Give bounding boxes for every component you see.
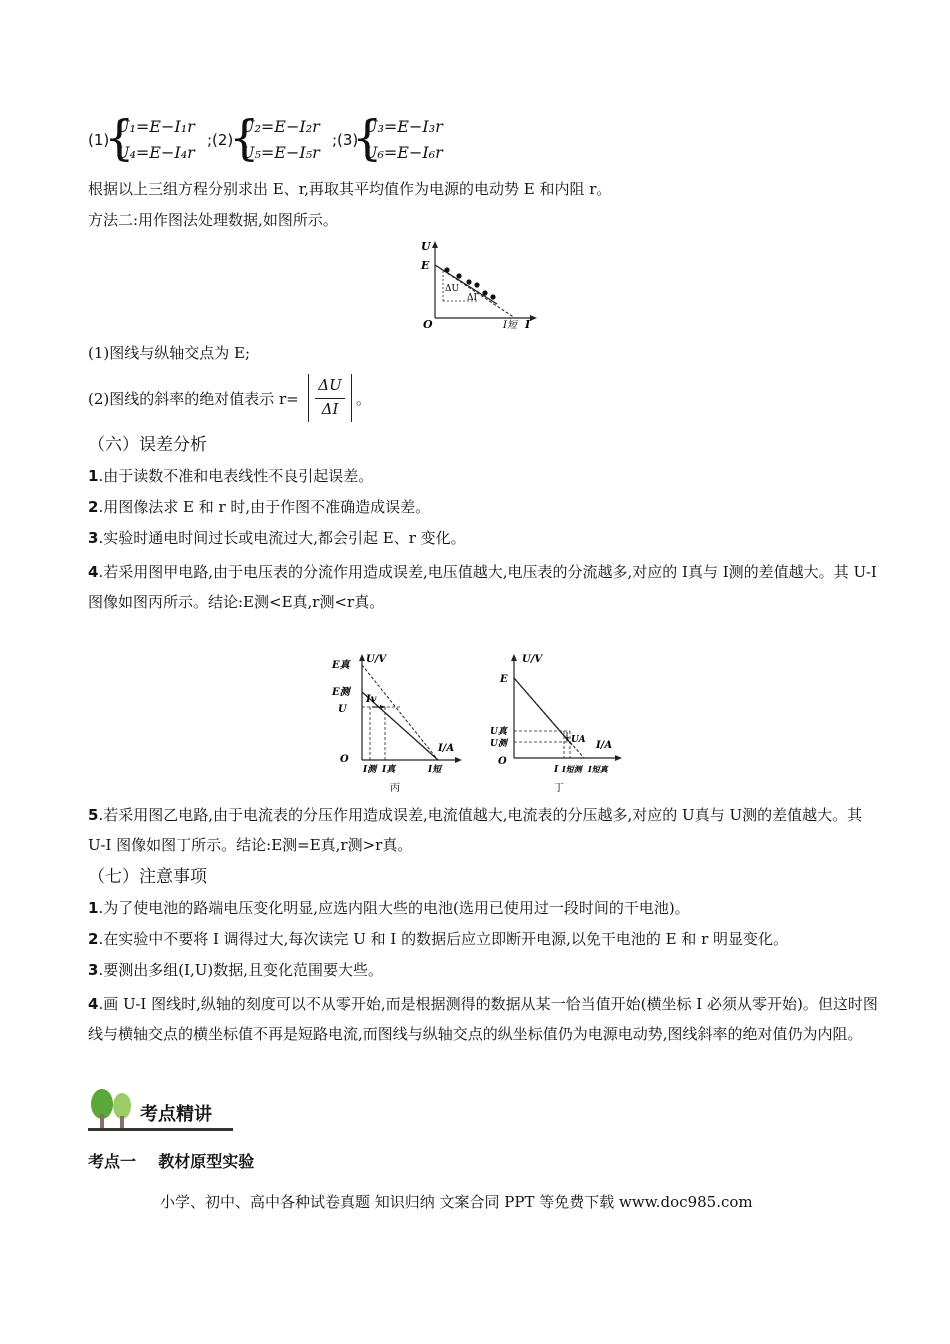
data-point [490,294,495,299]
data-point [482,290,487,295]
error-3: 3.实验时通电时间过长或电流过大,都会引起 E、r 变化。 [88,529,466,547]
bing-axis-x-label: I/A [438,743,455,754]
system-1-eq1: U₁=E−I₁r [116,117,195,136]
data-point [456,273,461,278]
ding-true-line [514,678,572,745]
ding-ishort-ce: I短测 [562,764,582,774]
y-axis-arrow [432,241,438,248]
fig1-i-label: I [525,318,531,331]
ding-caption: 丁 [554,783,564,794]
note-3: 3.要测出多组(I,U)数据,且变化范围要大些。 [88,961,384,979]
brace-1: { [104,110,135,166]
kaodian-underline [88,1128,233,1131]
item-a: (1)图线与纵轴交点为 E; [88,344,251,362]
x-axis-arrow [530,315,537,321]
bing-origin: O [340,754,349,765]
tree-icon [88,1088,138,1130]
error-1: 1.由于读数不准和电表线性不良引起误差。 [88,467,374,485]
method2-text: 方法二:用作图法处理数据,如图所示。 [88,211,338,229]
bing-u: U [338,704,347,715]
bing-true-line [362,665,438,760]
fraction-bar [315,398,345,399]
abs-fraction [308,374,352,422]
kaodian-heading: 考点一 教材原型实验 [88,1152,255,1171]
brace-3: { [352,110,383,166]
brace-2: { [229,110,260,166]
bing-ezhen: E真 [332,660,350,671]
system-1-sep: ; [207,131,213,149]
bing-iv: Iv [366,694,377,705]
bing-ice: I测 [363,765,377,775]
system-3-eq2: U₆=E−I₆r [364,143,443,162]
data-point [466,279,471,284]
bing-caption: 丙 [390,783,400,794]
system-3-eq1: U₃=E−I₃r [364,117,443,136]
ding-i: I [554,765,559,775]
ding-origin: O [498,756,507,767]
figure-ding [488,650,628,800]
error-2: 2.用图像法求 E 和 r 时,由于作图不准确造成误差。 [88,498,431,516]
note-4: 4.画 U-I 图线时,纵轴的刻度可以不从零开始,而是根据测得的数据从某一恰当值开始(横坐标 I 必须从零开始)。但这时图线与横轴交点的横坐标值不再是短路电流,而图线与纵轴交点的纵坐标值仍为电源电动势,图线斜率的绝对值仍为内阻。 [88,995,878,1043]
fraction-numerator: ΔU [318,376,342,394]
bing-ishort: I短 [428,765,442,775]
system-3-label: (3) [337,131,359,149]
system-1 [116,114,195,166]
system-2-sep: ; [332,131,338,149]
fig1-e-label: E [421,259,430,272]
ding-uzhen: U真 [490,727,507,737]
note-2: 2.在实验中不要将 I 调得过大,每次读完 U 和 I 的数据后应立即断开电源,以免干电池的 E 和 r 明显变化。 [88,930,789,948]
section-7-title: （七）注意事项 [88,867,207,887]
system-2-eq2: U₅=E−I₅r [241,143,320,162]
system-2-eq1: U₂=E−I₂r [241,117,320,136]
figure-bing [330,650,470,800]
fraction-denominator: ΔI [321,400,339,418]
fig1-du-label: ΔU [445,284,460,294]
error-5: 5.若采用图乙电路,由于电流表的分压作用造成误差,电流值越大,电流表的分压越多,对应的 U真与 U测的差值越大。其 U-I 图像如图丁所示。结论:E测=E真,r测>r真。 [88,806,863,854]
kaodian-title: 考点精讲 [140,1104,212,1125]
fig1-di-label: ΔI [467,293,478,303]
bing-ece: E测 [332,687,350,698]
ding-ishort-zhen: I短真 [588,764,608,774]
fig1-u-label: U [421,240,431,253]
item-b-end: 。 [356,390,372,408]
fig1-ishort-label: I短 [503,320,517,331]
data-point [444,267,449,272]
system-2 [241,114,320,166]
system-3 [364,114,443,166]
footer-text: 小学、初中、高中各种试卷真题 知识归纳 文案合同 PPT 等免费下载 www.doc985.com [160,1193,753,1211]
method1-text: 根据以上三组方程分别求出 E、r,再取其平均值作为电源的电动势 E 和内阻 r。 [88,180,612,198]
system-1-label: (1) [88,131,110,149]
error-4: 4.若采用图甲电路,由于电压表的分流作用造成误差,电压值越大,电压表的分流越多,对应的 I真与 I测的差值越大。其 U-I 图像如图丙所示。结论:E测<E真,r测<r真。 [88,563,877,611]
data-point [474,282,479,287]
ding-e: E [500,674,508,685]
bing-izhen: I真 [382,765,396,775]
section-6-title: （六）误差分析 [88,435,207,455]
system-2-label: (2) [212,131,234,149]
ui-graph-figure [415,238,540,333]
ding-axis-x-label: I/A [596,740,613,751]
note-1: 1.为了使电池的路端电压变化明显,应选内阻大些的电池(选用已使用过一段时间的干电池)。 [88,899,690,917]
ding-uce: U测 [490,739,507,749]
bing-axis-y-label: U/V [366,654,387,665]
ding-ua: UA [571,735,586,745]
fig1-origin-label: O [423,318,433,331]
item-b-text: (2)图线的斜率的绝对值表示 r= [88,390,299,408]
ding-axis-y-label: U/V [522,654,543,665]
system-1-eq2: U₄=E−I₄r [116,143,195,162]
